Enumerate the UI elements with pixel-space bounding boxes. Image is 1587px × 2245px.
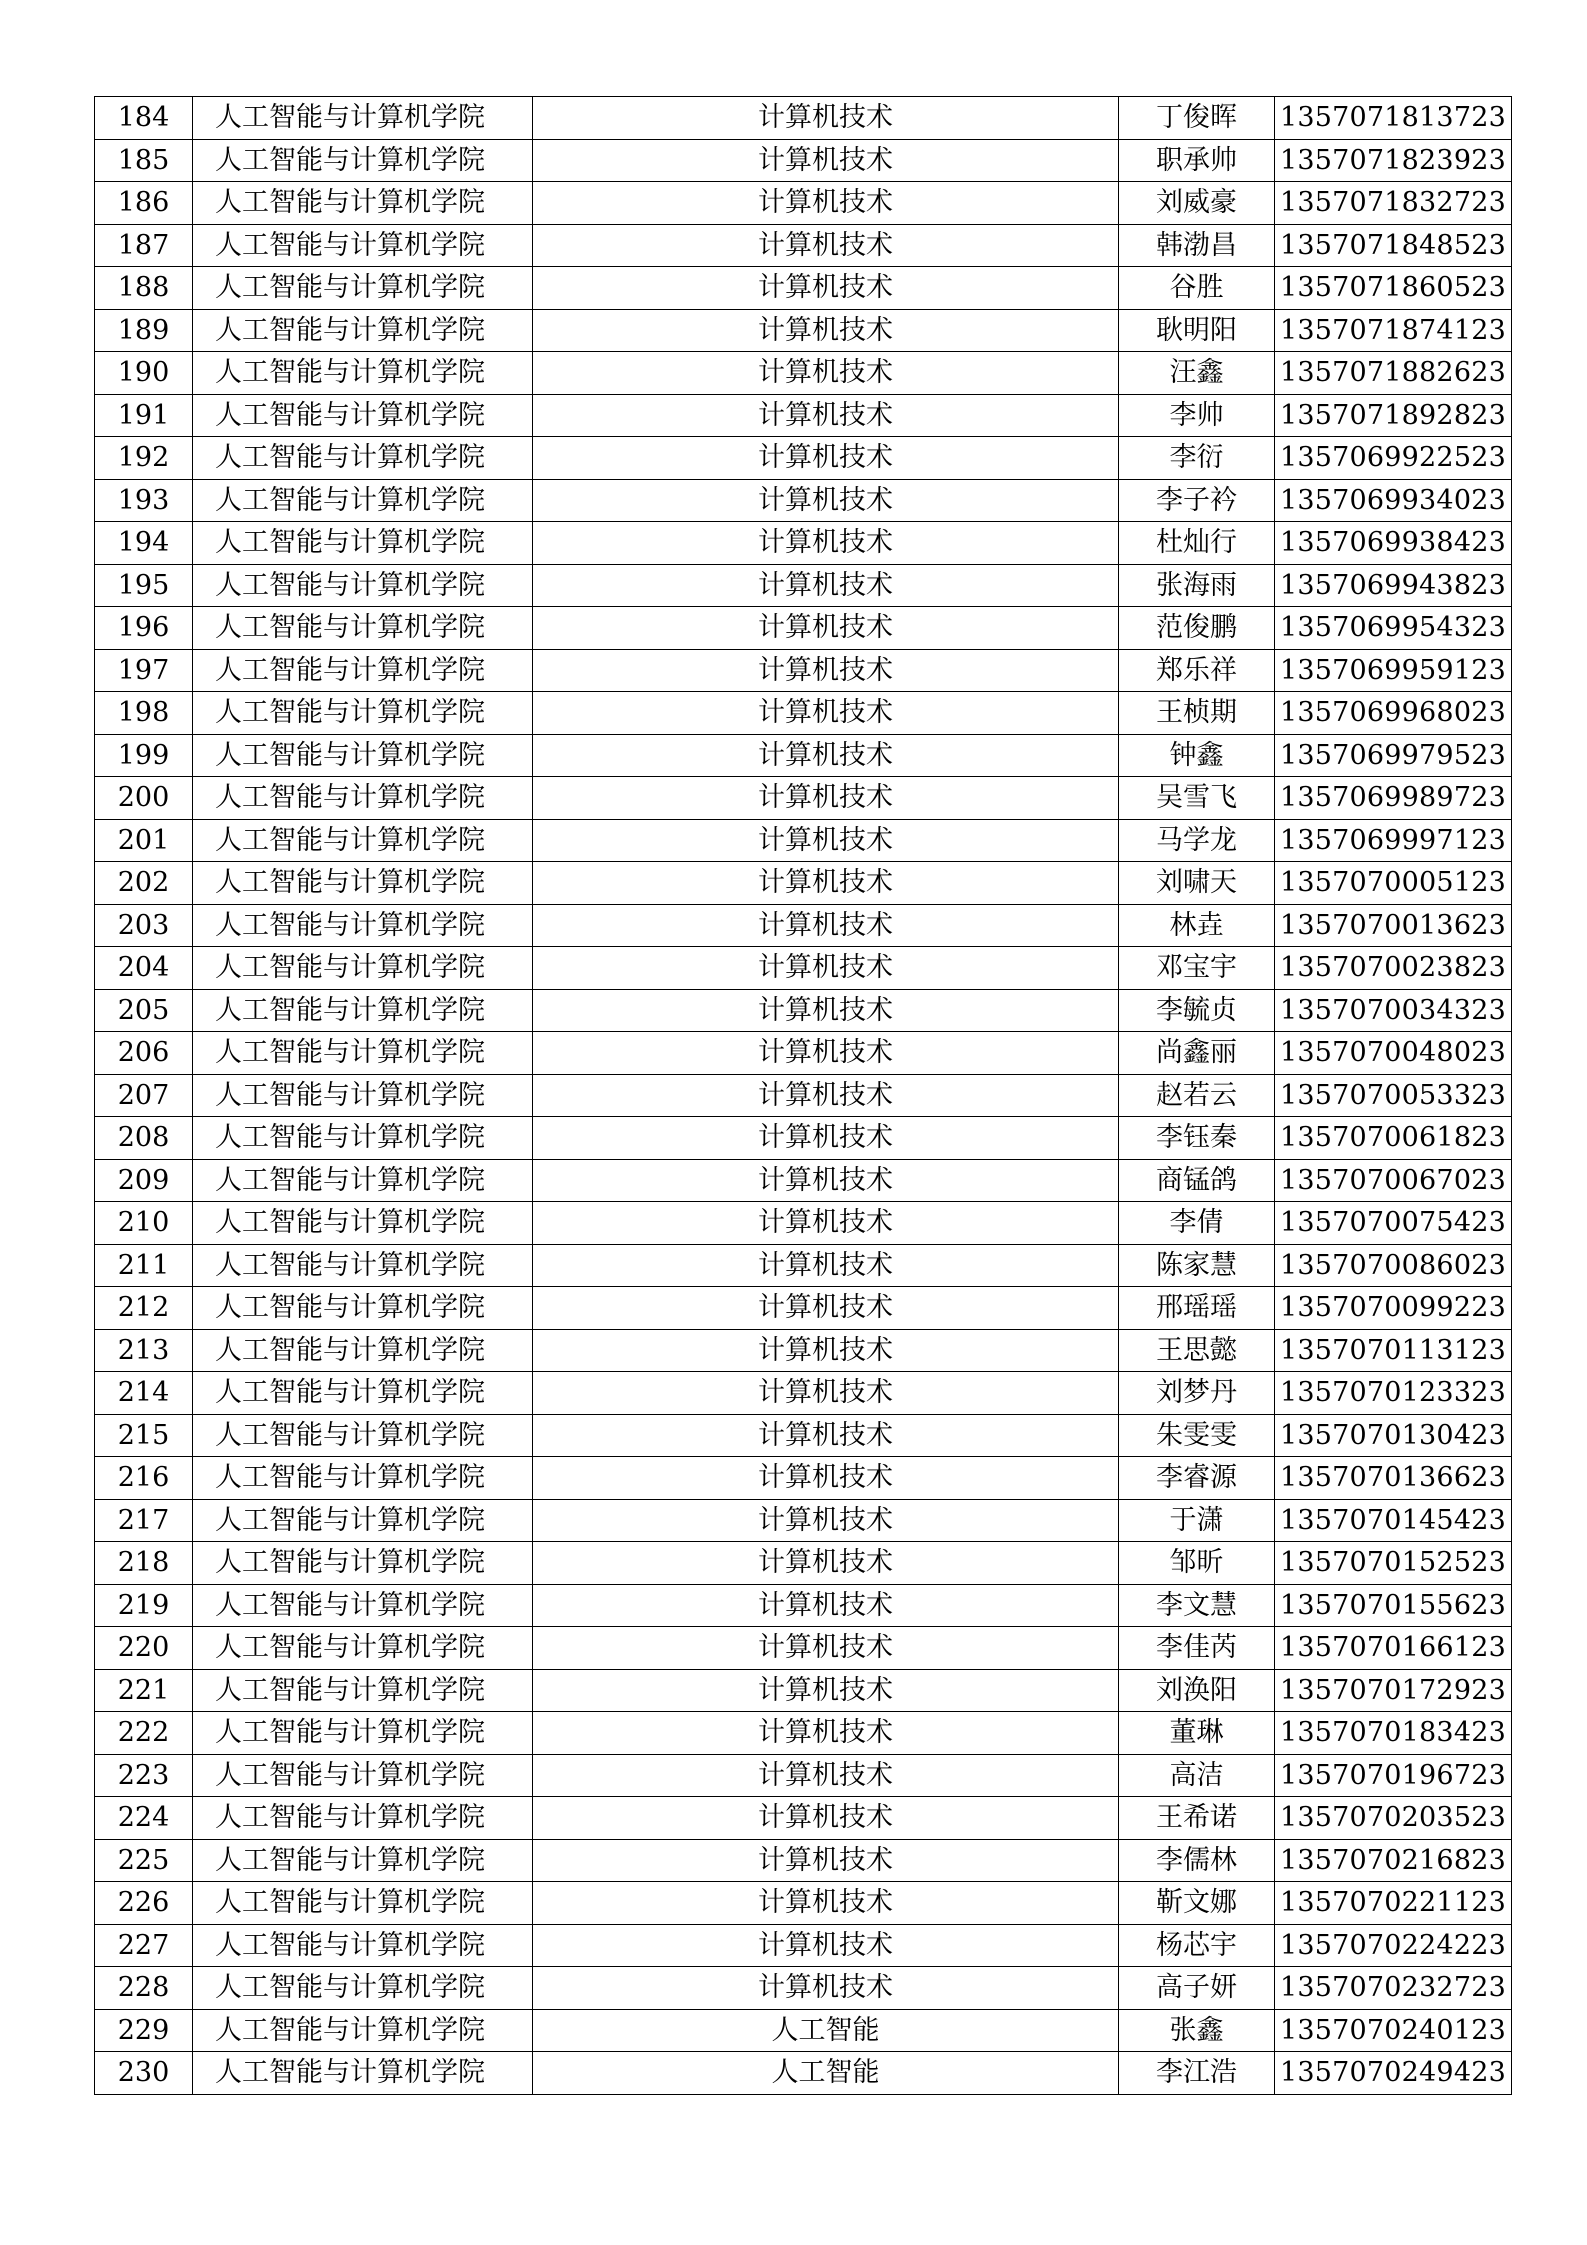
- student-name-cell: 吴雪飞: [1119, 777, 1275, 820]
- candidate-id-cell: 1357070203523: [1275, 1797, 1512, 1840]
- college-cell: 人工智能与计算机学院: [193, 947, 533, 990]
- major-cell: 计算机技术: [533, 904, 1119, 947]
- college-cell: 人工智能与计算机学院: [193, 1329, 533, 1372]
- major-cell: 计算机技术: [533, 1712, 1119, 1755]
- student-name-cell: 李佳芮: [1119, 1627, 1275, 1670]
- college-cell: 人工智能与计算机学院: [193, 649, 533, 692]
- student-name-cell: 邓宝宇: [1119, 947, 1275, 990]
- major-cell: 计算机技术: [533, 564, 1119, 607]
- table-row: [95, 1797, 1512, 1840]
- student-name-cell: 刘梦丹: [1119, 1372, 1275, 1415]
- row-number-cell: 211: [95, 1244, 193, 1287]
- major-cell: 计算机技术: [533, 1499, 1119, 1542]
- student-name-cell: 刘涣阳: [1119, 1669, 1275, 1712]
- major-cell: 计算机技术: [533, 819, 1119, 862]
- college-cell: 人工智能与计算机学院: [193, 1669, 533, 1712]
- table-row: [95, 1924, 1512, 1967]
- college-cell: 人工智能与计算机学院: [193, 989, 533, 1032]
- college-cell: 人工智能与计算机学院: [193, 1117, 533, 1160]
- major-cell: 计算机技术: [533, 394, 1119, 437]
- student-name-cell: 赵若云: [1119, 1074, 1275, 1117]
- candidate-id-cell: 1357070099223: [1275, 1287, 1512, 1330]
- major-cell: 计算机技术: [533, 1117, 1119, 1160]
- row-number-cell: 223: [95, 1754, 193, 1797]
- table-row: [95, 1117, 1512, 1160]
- major-cell: 计算机技术: [533, 1584, 1119, 1627]
- major-cell: 计算机技术: [533, 182, 1119, 225]
- major-cell: 计算机技术: [533, 1882, 1119, 1925]
- candidate-id-cell: 1357070053323: [1275, 1074, 1512, 1117]
- row-number-cell: 208: [95, 1117, 193, 1160]
- row-number-cell: 196: [95, 607, 193, 650]
- table-row: [95, 1159, 1512, 1202]
- candidate-id-cell: 1357069989723: [1275, 777, 1512, 820]
- college-cell: 人工智能与计算机学院: [193, 1287, 533, 1330]
- row-number-cell: 186: [95, 182, 193, 225]
- major-cell: 计算机技术: [533, 1372, 1119, 1415]
- student-name-cell: 李儒林: [1119, 1839, 1275, 1882]
- major-cell: 人工智能: [533, 2009, 1119, 2052]
- table-row: [95, 97, 1512, 140]
- student-name-cell: 尚鑫丽: [1119, 1032, 1275, 1075]
- table-row: [95, 1244, 1512, 1287]
- major-cell: 计算机技术: [533, 1754, 1119, 1797]
- candidate-id-cell: 1357069922523: [1275, 437, 1512, 480]
- college-cell: 人工智能与计算机学院: [193, 479, 533, 522]
- candidate-id-cell: 1357069968023: [1275, 692, 1512, 735]
- row-number-cell: 224: [95, 1797, 193, 1840]
- college-cell: 人工智能与计算机学院: [193, 2052, 533, 2095]
- row-number-cell: 209: [95, 1159, 193, 1202]
- row-number-cell: 194: [95, 522, 193, 565]
- table-row: [95, 819, 1512, 862]
- major-cell: 计算机技术: [533, 862, 1119, 905]
- college-cell: 人工智能与计算机学院: [193, 1244, 533, 1287]
- major-cell: 计算机技术: [533, 989, 1119, 1032]
- row-number-cell: 185: [95, 139, 193, 182]
- student-name-cell: 刘啸天: [1119, 862, 1275, 905]
- row-number-cell: 187: [95, 224, 193, 267]
- major-cell: 计算机技术: [533, 1627, 1119, 1670]
- row-number-cell: 212: [95, 1287, 193, 1330]
- candidate-id-cell: 1357070123323: [1275, 1372, 1512, 1415]
- row-number-cell: 222: [95, 1712, 193, 1755]
- major-cell: 计算机技术: [533, 1202, 1119, 1245]
- row-number-cell: 220: [95, 1627, 193, 1670]
- table-row: [95, 1669, 1512, 1712]
- college-cell: 人工智能与计算机学院: [193, 309, 533, 352]
- major-cell: 计算机技术: [533, 1244, 1119, 1287]
- college-cell: 人工智能与计算机学院: [193, 97, 533, 140]
- table-row: [95, 1839, 1512, 1882]
- student-name-cell: 丁俊晖: [1119, 97, 1275, 140]
- student-name-cell: 郑乐祥: [1119, 649, 1275, 692]
- college-cell: 人工智能与计算机学院: [193, 2009, 533, 2052]
- candidate-id-cell: 1357071813723: [1275, 97, 1512, 140]
- college-cell: 人工智能与计算机学院: [193, 1712, 533, 1755]
- table-row: [95, 947, 1512, 990]
- student-name-cell: 汪鑫: [1119, 352, 1275, 395]
- row-number-cell: 219: [95, 1584, 193, 1627]
- table-row: [95, 1074, 1512, 1117]
- major-cell: 计算机技术: [533, 1329, 1119, 1372]
- candidate-id-cell: 1357069943823: [1275, 564, 1512, 607]
- college-cell: 人工智能与计算机学院: [193, 437, 533, 480]
- student-name-cell: 李睿源: [1119, 1457, 1275, 1500]
- college-cell: 人工智能与计算机学院: [193, 1499, 533, 1542]
- candidate-id-cell: 1357070166123: [1275, 1627, 1512, 1670]
- row-number-cell: 197: [95, 649, 193, 692]
- college-cell: 人工智能与计算机学院: [193, 904, 533, 947]
- table-row: [95, 267, 1512, 310]
- college-cell: 人工智能与计算机学院: [193, 1542, 533, 1585]
- table-row: [95, 1414, 1512, 1457]
- college-cell: 人工智能与计算机学院: [193, 1839, 533, 1882]
- student-name-cell: 王桢期: [1119, 692, 1275, 735]
- student-name-cell: 耿明阳: [1119, 309, 1275, 352]
- major-cell: 计算机技术: [533, 437, 1119, 480]
- student-name-cell: 范俊鹏: [1119, 607, 1275, 650]
- student-name-cell: 李子衿: [1119, 479, 1275, 522]
- major-cell: 计算机技术: [533, 267, 1119, 310]
- candidate-id-cell: 1357070034323: [1275, 989, 1512, 1032]
- college-cell: 人工智能与计算机学院: [193, 1627, 533, 1670]
- candidate-id-cell: 1357070113123: [1275, 1329, 1512, 1372]
- candidate-id-cell: 1357070005123: [1275, 862, 1512, 905]
- row-number-cell: 228: [95, 1967, 193, 2010]
- major-cell: 人工智能: [533, 2052, 1119, 2095]
- table-row: [95, 1032, 1512, 1075]
- candidate-id-cell: 1357069959123: [1275, 649, 1512, 692]
- table-row: [95, 352, 1512, 395]
- row-number-cell: 226: [95, 1882, 193, 1925]
- major-cell: 计算机技术: [533, 947, 1119, 990]
- table-row: [95, 1712, 1512, 1755]
- student-name-cell: 商锰鸽: [1119, 1159, 1275, 1202]
- major-cell: 计算机技术: [533, 1032, 1119, 1075]
- major-cell: 计算机技术: [533, 1542, 1119, 1585]
- row-number-cell: 201: [95, 819, 193, 862]
- major-cell: 计算机技术: [533, 734, 1119, 777]
- student-name-cell: 李毓贞: [1119, 989, 1275, 1032]
- table-row: [95, 692, 1512, 735]
- row-number-cell: 227: [95, 1924, 193, 1967]
- row-number-cell: 204: [95, 947, 193, 990]
- row-number-cell: 193: [95, 479, 193, 522]
- student-name-cell: 马学龙: [1119, 819, 1275, 862]
- table-row: [95, 2052, 1512, 2095]
- student-name-cell: 陈家慧: [1119, 1244, 1275, 1287]
- row-number-cell: 216: [95, 1457, 193, 1500]
- candidate-id-cell: 1357070232723: [1275, 1967, 1512, 2010]
- major-cell: 计算机技术: [533, 224, 1119, 267]
- college-cell: 人工智能与计算机学院: [193, 819, 533, 862]
- table-row: [95, 1372, 1512, 1415]
- student-name-cell: 李衍: [1119, 437, 1275, 480]
- college-cell: 人工智能与计算机学院: [193, 1967, 533, 2010]
- student-name-cell: 王思懿: [1119, 1329, 1275, 1372]
- table-row: [95, 734, 1512, 777]
- major-cell: 计算机技术: [533, 522, 1119, 565]
- candidate-id-cell: 1357069934023: [1275, 479, 1512, 522]
- row-number-cell: 200: [95, 777, 193, 820]
- candidate-id-cell: 1357070048023: [1275, 1032, 1512, 1075]
- major-cell: 计算机技术: [533, 1839, 1119, 1882]
- row-number-cell: 214: [95, 1372, 193, 1415]
- table-row: [95, 1202, 1512, 1245]
- student-name-cell: 李江浩: [1119, 2052, 1275, 2095]
- college-cell: 人工智能与计算机学院: [193, 1032, 533, 1075]
- table-row: [95, 1627, 1512, 1670]
- row-number-cell: 217: [95, 1499, 193, 1542]
- major-cell: 计算机技术: [533, 607, 1119, 650]
- major-cell: 计算机技术: [533, 1669, 1119, 1712]
- student-name-cell: 邹昕: [1119, 1542, 1275, 1585]
- college-cell: 人工智能与计算机学院: [193, 1584, 533, 1627]
- table-row: [95, 862, 1512, 905]
- candidate-id-cell: 1357070196723: [1275, 1754, 1512, 1797]
- table-row: [95, 1287, 1512, 1330]
- major-cell: 计算机技术: [533, 1414, 1119, 1457]
- row-number-cell: 198: [95, 692, 193, 735]
- college-cell: 人工智能与计算机学院: [193, 182, 533, 225]
- table-row: [95, 989, 1512, 1032]
- college-cell: 人工智能与计算机学院: [193, 1797, 533, 1840]
- candidate-id-cell: 1357071882623: [1275, 352, 1512, 395]
- candidate-id-cell: 1357070183423: [1275, 1712, 1512, 1755]
- candidate-id-cell: 1357070023823: [1275, 947, 1512, 990]
- college-cell: 人工智能与计算机学院: [193, 1882, 533, 1925]
- table-row: [95, 1882, 1512, 1925]
- row-number-cell: 202: [95, 862, 193, 905]
- student-roster-table: [94, 96, 1512, 2095]
- table-row: [95, 1584, 1512, 1627]
- row-number-cell: 215: [95, 1414, 193, 1457]
- roster-body: [95, 97, 1512, 2095]
- row-number-cell: 192: [95, 437, 193, 480]
- major-cell: 计算机技术: [533, 1924, 1119, 1967]
- college-cell: 人工智能与计算机学院: [193, 564, 533, 607]
- student-name-cell: 林垚: [1119, 904, 1275, 947]
- row-number-cell: 218: [95, 1542, 193, 1585]
- candidate-id-cell: 1357070061823: [1275, 1117, 1512, 1160]
- student-name-cell: 董琳: [1119, 1712, 1275, 1755]
- major-cell: 计算机技术: [533, 1159, 1119, 1202]
- student-name-cell: 钟鑫: [1119, 734, 1275, 777]
- college-cell: 人工智能与计算机学院: [193, 692, 533, 735]
- table-row: [95, 479, 1512, 522]
- candidate-id-cell: 1357070224223: [1275, 1924, 1512, 1967]
- row-number-cell: 213: [95, 1329, 193, 1372]
- table-row: [95, 649, 1512, 692]
- row-number-cell: 195: [95, 564, 193, 607]
- table-row: [95, 309, 1512, 352]
- student-name-cell: 李钰秦: [1119, 1117, 1275, 1160]
- college-cell: 人工智能与计算机学院: [193, 1414, 533, 1457]
- candidate-id-cell: 1357071823923: [1275, 139, 1512, 182]
- student-name-cell: 职承帅: [1119, 139, 1275, 182]
- student-name-cell: 靳文娜: [1119, 1882, 1275, 1925]
- row-number-cell: 203: [95, 904, 193, 947]
- candidate-id-cell: 1357070221123: [1275, 1882, 1512, 1925]
- college-cell: 人工智能与计算机学院: [193, 1372, 533, 1415]
- candidate-id-cell: 1357070013623: [1275, 904, 1512, 947]
- table-row: [95, 1754, 1512, 1797]
- college-cell: 人工智能与计算机学院: [193, 1924, 533, 1967]
- college-cell: 人工智能与计算机学院: [193, 777, 533, 820]
- table-row: [95, 2009, 1512, 2052]
- candidate-id-cell: 1357071892823: [1275, 394, 1512, 437]
- major-cell: 计算机技术: [533, 139, 1119, 182]
- table-row: [95, 522, 1512, 565]
- candidate-id-cell: 1357071848523: [1275, 224, 1512, 267]
- candidate-id-cell: 1357070216823: [1275, 1839, 1512, 1882]
- table-row: [95, 224, 1512, 267]
- row-number-cell: 206: [95, 1032, 193, 1075]
- candidate-id-cell: 1357069979523: [1275, 734, 1512, 777]
- candidate-id-cell: 1357070152523: [1275, 1542, 1512, 1585]
- candidate-id-cell: 1357070130423: [1275, 1414, 1512, 1457]
- candidate-id-cell: 1357070240123: [1275, 2009, 1512, 2052]
- student-name-cell: 王希诺: [1119, 1797, 1275, 1840]
- major-cell: 计算机技术: [533, 479, 1119, 522]
- college-cell: 人工智能与计算机学院: [193, 862, 533, 905]
- major-cell: 计算机技术: [533, 649, 1119, 692]
- college-cell: 人工智能与计算机学院: [193, 224, 533, 267]
- major-cell: 计算机技术: [533, 1074, 1119, 1117]
- college-cell: 人工智能与计算机学院: [193, 139, 533, 182]
- student-name-cell: 杜灿行: [1119, 522, 1275, 565]
- candidate-id-cell: 1357069997123: [1275, 819, 1512, 862]
- student-name-cell: 朱雯雯: [1119, 1414, 1275, 1457]
- candidate-id-cell: 1357070086023: [1275, 1244, 1512, 1287]
- row-number-cell: 188: [95, 267, 193, 310]
- row-number-cell: 221: [95, 1669, 193, 1712]
- college-cell: 人工智能与计算机学院: [193, 1202, 533, 1245]
- table-row: [95, 139, 1512, 182]
- table-row: [95, 1542, 1512, 1585]
- major-cell: 计算机技术: [533, 352, 1119, 395]
- table-row: [95, 904, 1512, 947]
- candidate-id-cell: 1357069954323: [1275, 607, 1512, 650]
- college-cell: 人工智能与计算机学院: [193, 1754, 533, 1797]
- row-number-cell: 229: [95, 2009, 193, 2052]
- student-name-cell: 高洁: [1119, 1754, 1275, 1797]
- college-cell: 人工智能与计算机学院: [193, 394, 533, 437]
- row-number-cell: 210: [95, 1202, 193, 1245]
- student-name-cell: 李文慧: [1119, 1584, 1275, 1627]
- table-row: [95, 1457, 1512, 1500]
- row-number-cell: 184: [95, 97, 193, 140]
- table-row: [95, 777, 1512, 820]
- candidate-id-cell: 1357070145423: [1275, 1499, 1512, 1542]
- college-cell: 人工智能与计算机学院: [193, 267, 533, 310]
- row-number-cell: 191: [95, 394, 193, 437]
- row-number-cell: 207: [95, 1074, 193, 1117]
- major-cell: 计算机技术: [533, 1967, 1119, 2010]
- table-row: [95, 437, 1512, 480]
- row-number-cell: 230: [95, 2052, 193, 2095]
- student-name-cell: 邢瑶瑶: [1119, 1287, 1275, 1330]
- major-cell: 计算机技术: [533, 1287, 1119, 1330]
- major-cell: 计算机技术: [533, 309, 1119, 352]
- student-name-cell: 李帅: [1119, 394, 1275, 437]
- college-cell: 人工智能与计算机学院: [193, 607, 533, 650]
- student-name-cell: 杨芯宇: [1119, 1924, 1275, 1967]
- major-cell: 计算机技术: [533, 1457, 1119, 1500]
- candidate-id-cell: 1357070249423: [1275, 2052, 1512, 2095]
- college-cell: 人工智能与计算机学院: [193, 1159, 533, 1202]
- table-row: [95, 182, 1512, 225]
- student-name-cell: 刘威豪: [1119, 182, 1275, 225]
- table-row: [95, 1329, 1512, 1372]
- table-row: [95, 607, 1512, 650]
- candidate-id-cell: 1357071874123: [1275, 309, 1512, 352]
- row-number-cell: 189: [95, 309, 193, 352]
- student-name-cell: 高子妍: [1119, 1967, 1275, 2010]
- candidate-id-cell: 1357070075423: [1275, 1202, 1512, 1245]
- candidate-id-cell: 1357070172923: [1275, 1669, 1512, 1712]
- candidate-id-cell: 1357070155623: [1275, 1584, 1512, 1627]
- student-name-cell: 李倩: [1119, 1202, 1275, 1245]
- candidate-id-cell: 1357070136623: [1275, 1457, 1512, 1500]
- college-cell: 人工智能与计算机学院: [193, 1074, 533, 1117]
- major-cell: 计算机技术: [533, 1797, 1119, 1840]
- row-number-cell: 225: [95, 1839, 193, 1882]
- major-cell: 计算机技术: [533, 97, 1119, 140]
- candidate-id-cell: 1357069938423: [1275, 522, 1512, 565]
- major-cell: 计算机技术: [533, 692, 1119, 735]
- row-number-cell: 199: [95, 734, 193, 777]
- candidate-id-cell: 1357070067023: [1275, 1159, 1512, 1202]
- college-cell: 人工智能与计算机学院: [193, 734, 533, 777]
- college-cell: 人工智能与计算机学院: [193, 352, 533, 395]
- student-name-cell: 于潇: [1119, 1499, 1275, 1542]
- student-name-cell: 张鑫: [1119, 2009, 1275, 2052]
- candidate-id-cell: 1357071860523: [1275, 267, 1512, 310]
- student-name-cell: 谷胜: [1119, 267, 1275, 310]
- row-number-cell: 205: [95, 989, 193, 1032]
- table-row: [95, 564, 1512, 607]
- college-cell: 人工智能与计算机学院: [193, 522, 533, 565]
- table-row: [95, 394, 1512, 437]
- table-row: [95, 1967, 1512, 2010]
- table-row: [95, 1499, 1512, 1542]
- row-number-cell: 190: [95, 352, 193, 395]
- candidate-id-cell: 1357071832723: [1275, 182, 1512, 225]
- student-name-cell: 韩渤昌: [1119, 224, 1275, 267]
- student-name-cell: 张海雨: [1119, 564, 1275, 607]
- college-cell: 人工智能与计算机学院: [193, 1457, 533, 1500]
- major-cell: 计算机技术: [533, 777, 1119, 820]
